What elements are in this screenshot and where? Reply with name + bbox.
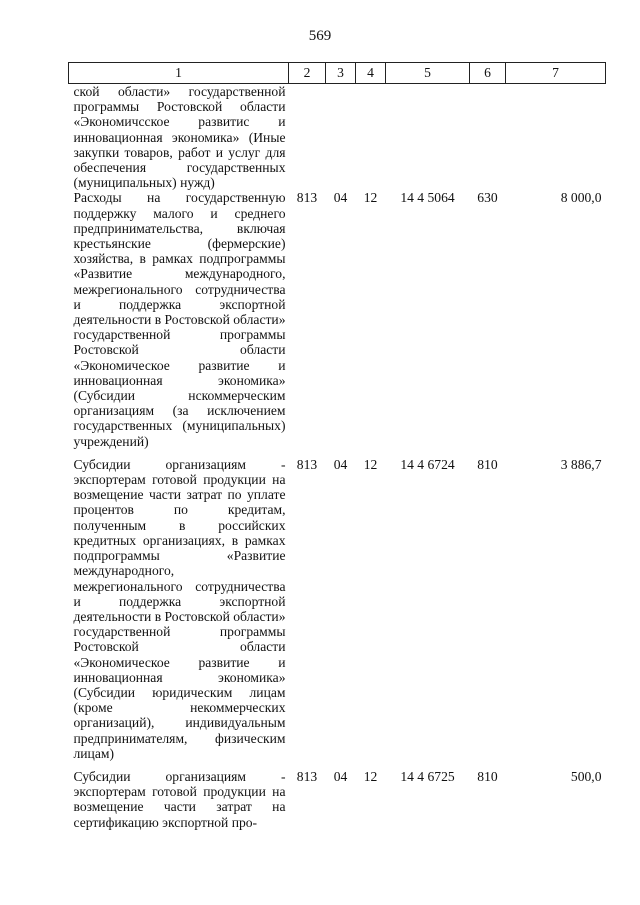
- ministry-code: 813: [296, 190, 318, 206]
- section-code: 04: [333, 456, 348, 472]
- target-item-code: 14 4 5064: [400, 190, 455, 206]
- subsection-code: 12: [363, 190, 378, 206]
- ministry-code: 813: [296, 456, 318, 472]
- table-row-continuation: [69, 84, 606, 191]
- amount: 500,0: [570, 768, 602, 784]
- header-col-7: 7: [506, 63, 606, 84]
- amount: 3 886,7: [560, 456, 602, 472]
- target-item-code: 14 4 6724: [400, 456, 455, 472]
- header-col-6: 6: [470, 63, 506, 84]
- header-col-1: 1: [69, 63, 289, 84]
- row-description: Расходы на государственную поддержку малого и среднего предпринимательства, включая крестьянские (фермерские) хозяйства, в рамках подпрограммы «Развитие международного, межрегионального сотрудничества и поддержка экспортной деятельности в Ростовской области» государственной программы Ростовской области «Экономическое развитие и инновационная экономика» (Субсидии нскоммерческим организациям (за исключением государственных (муниципальных) учреждений): [73, 190, 286, 449]
- row-description: Субсидии организациям - экспортерам готовой продукции на возмещение части затрат на сертификацию экспортной про-: [73, 768, 286, 830]
- page-number: 569: [308, 28, 332, 44]
- expense-type-code: 630: [477, 190, 498, 206]
- amount: 8 000,0: [560, 190, 602, 206]
- subsection-code: 12: [363, 768, 378, 784]
- header-col-5: 5: [386, 63, 470, 84]
- target-item-code: 14 4 6725: [400, 768, 455, 784]
- table-row: [69, 190, 606, 456]
- table-header: [69, 63, 606, 84]
- header-col-3: 3: [326, 63, 356, 84]
- expense-type-code: 810: [477, 456, 498, 472]
- expense-type-code: 810: [477, 768, 498, 784]
- header-col-2: 2: [289, 63, 326, 84]
- ministry-code: 813: [296, 768, 318, 784]
- subsection-code: 12: [363, 456, 378, 472]
- header-col-4: 4: [356, 63, 386, 84]
- row-description: Субсидии организациям - экспортерам готовой продукции на возмещение части затрат по уплате процентов по кредитам, полученным в российских кредитных организациях, в рамках подпрограммы «Развитие международного, межрегионального сотрудничества и поддержка экспортной деятельности в Ростовской области» государственной программы Ростовской области «Экономическое развитие и инновационная экономика» (Субсидии юридическим лицам (кроме некоммерческих организаций), индивидуальным предпринимателям, физическим лицам): [73, 456, 286, 761]
- table-row: [69, 769, 606, 838]
- row-description: ской области» государственной программы Ростовской области «Экономичсское развитис и инновационная экономика» (Иные закупки товаров, работ и услуг для обеспечения государственных (муниципальных) нужд): [73, 84, 286, 191]
- budget-table: [68, 62, 606, 838]
- section-code: 04: [333, 768, 348, 784]
- table-row: [69, 457, 606, 769]
- section-code: 04: [333, 190, 348, 206]
